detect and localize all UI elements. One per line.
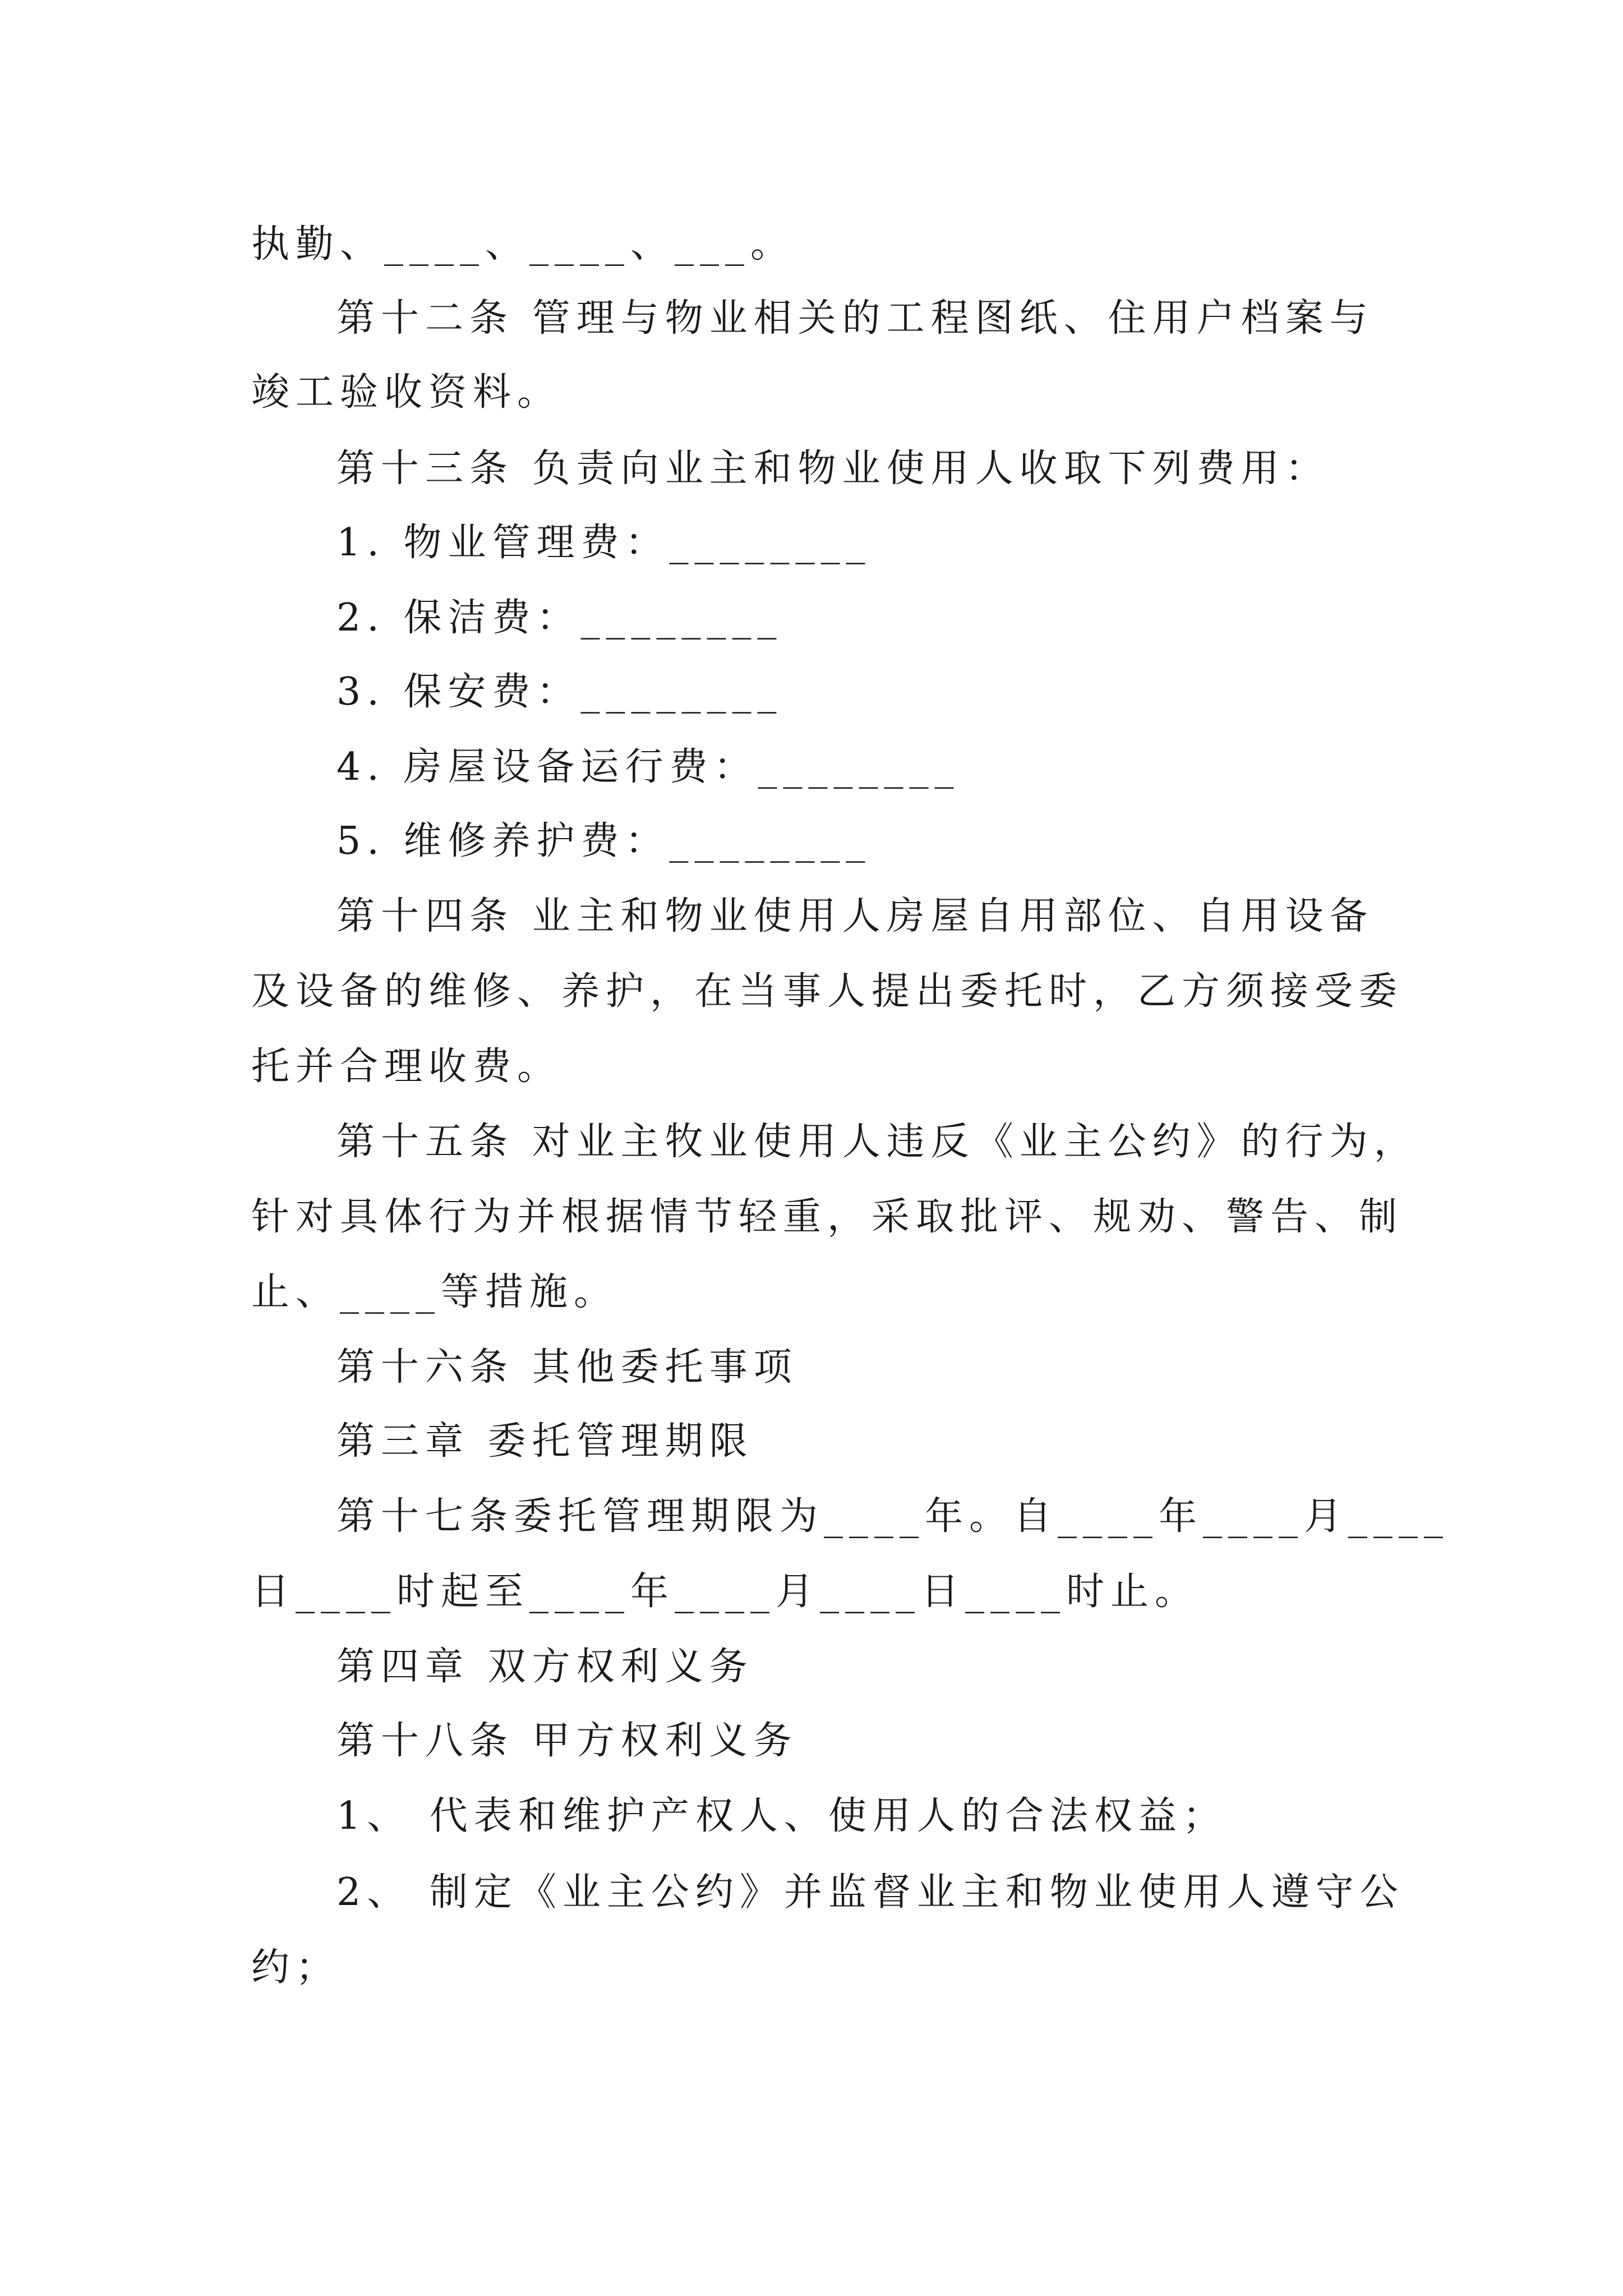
text-line: 第十三条 负责向业主和物业使用人收取下列费用： bbox=[336, 447, 1330, 491]
text-line: 竣工验收资料。 bbox=[251, 370, 562, 415]
fee-item: 2. 保洁费：________ bbox=[336, 596, 783, 640]
fee-item: 3. 保安费：________ bbox=[336, 670, 783, 714]
text-line: 第十二条 管理与物业相关的工程图纸、住用户档案与 bbox=[336, 296, 1374, 341]
text-line: 止、____等措施。 bbox=[251, 1270, 619, 1314]
list-item: 1、 代表和维护产权人、使用人的合法权益； bbox=[336, 1794, 1227, 1838]
fee-item: 4. 房屋设备运行费：________ bbox=[336, 745, 960, 789]
fee-item: 1. 物业管理费：________ bbox=[336, 521, 872, 565]
text-line: 第十七条委托管理期限为____年。自____年____月____ bbox=[336, 1494, 1450, 1539]
text-line: 托并合理收费。 bbox=[251, 1045, 562, 1089]
text-line: 第十四条 业主和物业使用人房屋自用部位、自用设备 bbox=[336, 894, 1374, 938]
chapter-heading: 第三章 委托管理期限 bbox=[336, 1419, 754, 1464]
fee-item: 5. 维修养护费：________ bbox=[336, 819, 872, 863]
text-line: 及设备的维修、养护，在当事人提出委托时，乙方须接受委 bbox=[251, 969, 1404, 1014]
chapter-heading: 第四章 双方权利义务 bbox=[336, 1645, 754, 1689]
text-line: 约； bbox=[251, 1945, 340, 1990]
text-line: 执勤、____、____、___。 bbox=[251, 222, 795, 266]
text-line: 针对具体行为并根据情节轻重，采取批评、规劝、警告、制 bbox=[251, 1195, 1404, 1239]
list-item: 2、 制定《业主公约》并监督业主和物业使用人遵守公 bbox=[336, 1870, 1404, 1915]
text-line: 第十六条 其他委托事项 bbox=[336, 1345, 798, 1389]
text-line: 第十五条 对业主牧业使用人违反《业主公约》的行为， bbox=[336, 1120, 1418, 1164]
text-line: 第十八条 甲方权利义务 bbox=[336, 1719, 798, 1763]
text-line: 日____时起至____年____月____日____时止。 bbox=[251, 1570, 1200, 1614]
